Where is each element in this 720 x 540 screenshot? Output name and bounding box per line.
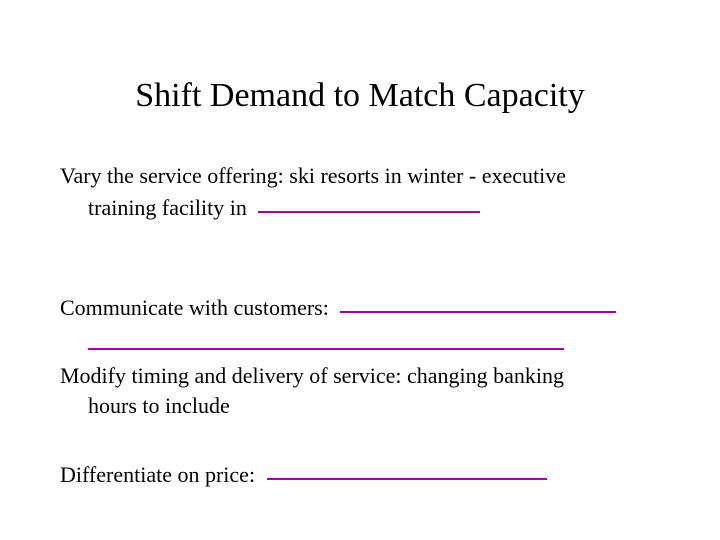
fill-in-blank-1 [258, 189, 480, 213]
bullet-3-line-1: Modify timing and delivery of service: changing banking [60, 363, 565, 388]
fill-in-blank-2 [340, 289, 616, 313]
bullet-4-line-1 [60, 458, 547, 490]
bullet-1-line-1: Vary the service offering: ski resorts in winter - executive [60, 163, 567, 188]
bullet-2-text: Communicate with customers: [60, 295, 329, 320]
bullet-1-line-2 [88, 191, 480, 223]
bullet-4-text: Differentiate on price: [60, 462, 256, 487]
fill-in-blank-3 [88, 326, 564, 350]
bullet-2-line-2 [88, 328, 564, 360]
bullet-3-line-2: hours to include [88, 393, 230, 418]
slide-title: Shift Demand to Match Capacity [135, 77, 585, 114]
fill-in-blank-4 [267, 456, 547, 480]
bullet-1-text: training facility in [88, 195, 247, 220]
bullet-2-line-1 [60, 291, 616, 323]
